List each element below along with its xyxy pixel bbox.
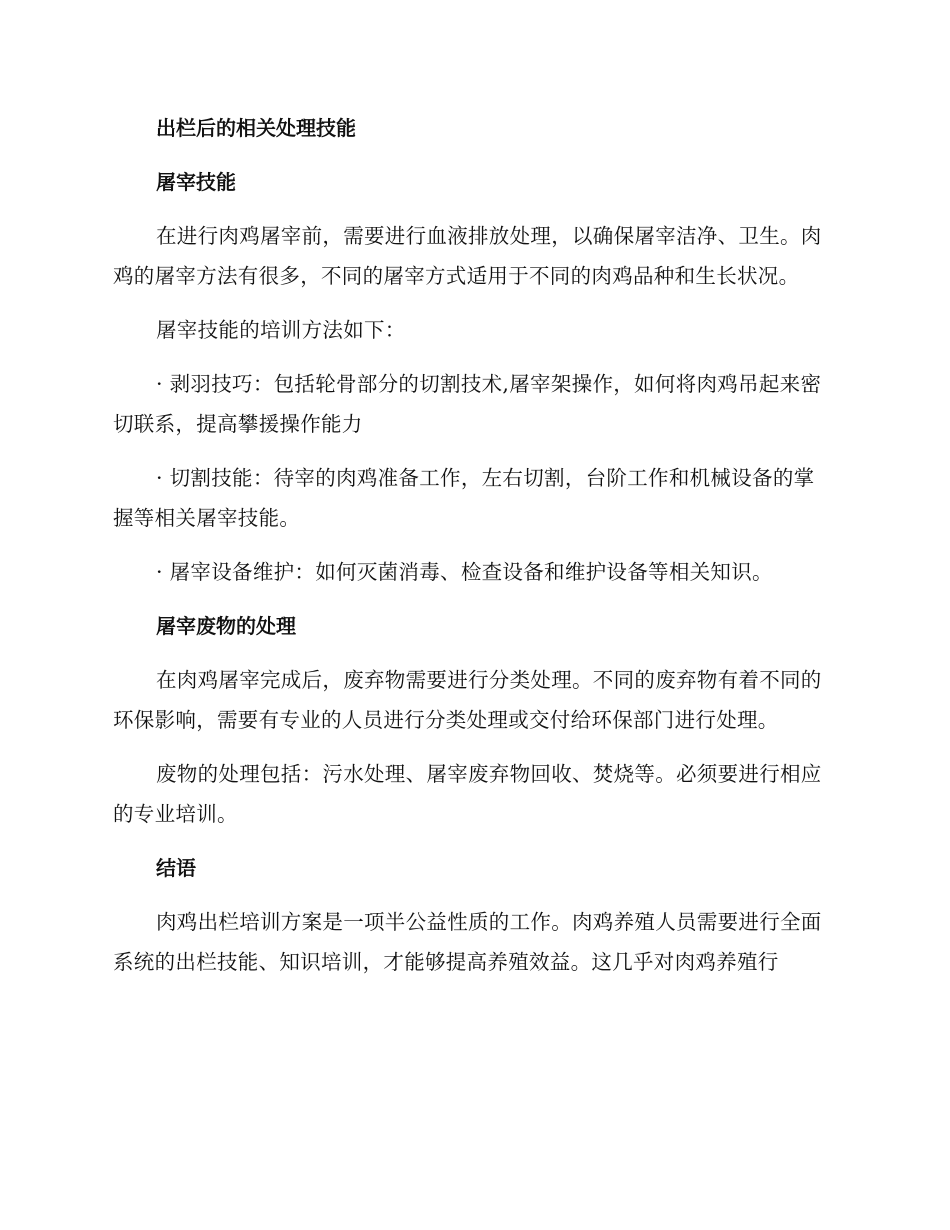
slaughter-intro-paragraph: 在进行肉鸡屠宰前，需要进行血液排放处理，以确保屠宰洁净、卫生。肉鸡的屠宰方法有很多，不同的屠宰方式适用于不同的肉鸡品种和生长状况。 — [113, 224, 822, 288]
bullet-plucking: · 剥羽技巧：包括轮骨部分的切割技术,屠宰架操作，如何将肉鸡吊起来密切联系，提高攀援操作能力 — [113, 372, 822, 436]
document-page — [113, 108, 833, 982]
waste-paragraph-2: 废物的处理包括：污水处理、屠宰废弃物回收、焚烧等。必须要进行相应的专业培训。 — [113, 762, 822, 826]
waste-paragraph-1: 在肉鸡屠宰完成后，废弃物需要进行分类处理。不同的废弃物有着不同的环保影响，需要有专业的人员进行分类处理或交付给环保部门进行处理。 — [113, 668, 822, 732]
section-title: 出栏后的相关处理技能 — [156, 116, 356, 140]
bullet-cutting: · 切割技能：待宰的肉鸡准备工作，左右切割，台阶工作和机械设备的掌握等相关屠宰技能。 — [113, 466, 815, 530]
conclusion-paragraph: 肉鸡出栏培训方案是一项半公益性质的工作。肉鸡养殖人员需要进行全面系统的出栏技能、知识培训，才能够提高养殖效益。这几乎对肉鸡养殖行 — [113, 910, 822, 974]
training-lead-paragraph: 屠宰技能的培训方法如下： — [156, 318, 406, 342]
bullet-equipment-maintenance: · 屠宰设备维护：如何灭菌消毒、检查设备和维护设备等相关知识。 — [156, 560, 773, 584]
conclusion-heading: 结语 — [156, 856, 196, 880]
slaughter-heading: 屠宰技能 — [156, 170, 236, 194]
waste-heading: 屠宰废物的处理 — [156, 614, 296, 638]
